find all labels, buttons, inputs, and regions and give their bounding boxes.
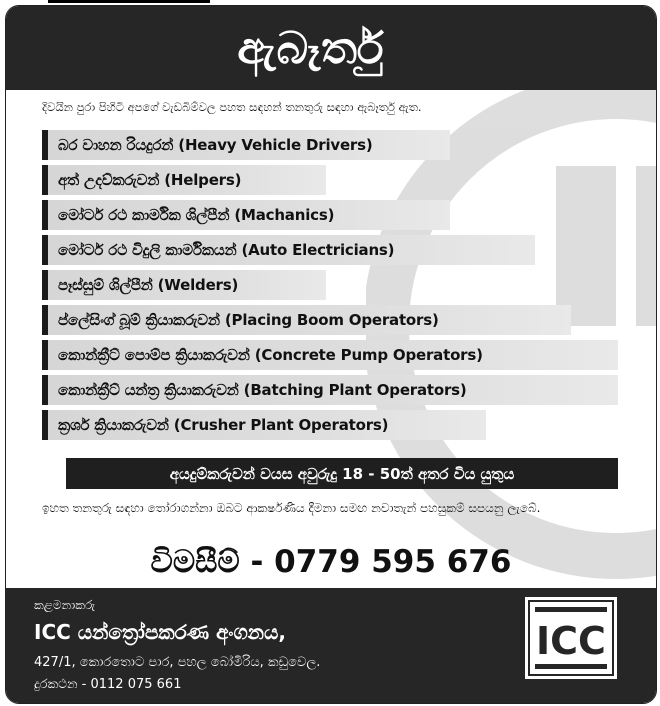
list-item: පෑස්සුම් ශිල්පීන් (Welders)	[42, 270, 326, 300]
age-requirement-bar: අයදුම්කරුවන් වයස අවුරුදු 18 - 50ත් අතර විය යුතුය	[66, 458, 618, 489]
company-address: 427/1, කොරතොට පාර, පහල බෝමිරිය, කඩුවෙල.	[34, 655, 321, 670]
ad-title: ඇබෑර්තු	[237, 22, 385, 74]
list-item: බර වාහන රියදුරන් (Heavy Vehicle Drivers)	[42, 130, 450, 160]
benefits-note: ඉහත තනතුරු සඳහා තෝරාගන්නා ඔබට ආකර්ෂණීය දීමනා සමඟ නවාතැන් පහසුකම් සපයනු ලැබේ.	[42, 501, 541, 515]
company-phone[interactable]: දුරකථන - 0112 075 661	[34, 677, 182, 692]
list-item: අත් උදව්කරුවන් (Helpers)	[42, 165, 326, 195]
positions-list	[42, 130, 618, 445]
list-item: මෝටර් රථ කාර්මික ශිල්පීන් (Machanics)	[42, 200, 450, 230]
contact-number[interactable]: විමසීම් - 0779 595 676	[150, 544, 512, 580]
list-item: ප්ලේසිංග් බූම් ක්‍රියාකරුවන් (Placing Boom Operators)	[42, 305, 571, 335]
list-item: ක්‍රශර් ක්‍රියාකරුවන් (Crusher Plant Operators)	[42, 410, 486, 440]
list-item: කොන්ක්‍රීට් පොම්ප ක්‍රියාකරුවන් (Concrete Pump Operators)	[42, 340, 618, 370]
list-item: මෝටර් රථ විදුලි කාර්මිකයන් (Auto Electricians)	[42, 235, 535, 265]
company-name: ICC යන්ත්‍රෝපකරණ අංගනය,	[34, 620, 287, 644]
icc-logo	[525, 597, 617, 679]
header-banner	[6, 6, 656, 90]
advertisement-frame	[5, 5, 657, 704]
intro-text: දිවයින පුරා පිහිටි අපගේ වැඩබිම්වල පහත සඳහන් තනතුරු සඳහා ඇබෑර්තු ඇත.	[42, 100, 422, 114]
footer-banner	[6, 588, 656, 703]
manager-label: කළමනාකරු	[34, 598, 95, 612]
list-item: කොන්ක්‍රීට් යන්ත්‍ර ක්‍රියාකරුවන් (Batching Plant Operators)	[42, 375, 618, 405]
top-rule	[48, 0, 210, 3]
logo-text: ICC	[536, 619, 606, 663]
